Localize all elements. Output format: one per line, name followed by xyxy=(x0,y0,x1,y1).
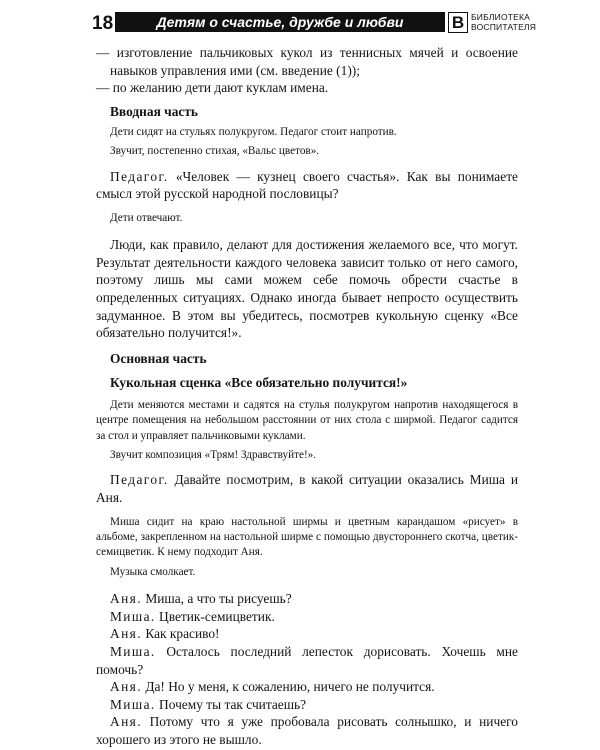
dialogue-text: Почему ты так считаешь? xyxy=(159,696,307,712)
speaker-name: Аня. xyxy=(110,591,142,607)
speaker-name: Педагог. xyxy=(110,472,169,488)
stage-direction: Миша сидит на краю настольной ширмы и цветным карандашом «рисует» в альбоме, закрепленном на настольной ширме с помощью двустороннего скотча, цветик-семицветик. К нему подходит Аня. xyxy=(96,515,518,559)
dialogue-line xyxy=(96,678,518,696)
speaker-name: Аня. xyxy=(110,626,142,642)
main-heading: Основная часть xyxy=(110,350,207,366)
speaker-name: Миша. xyxy=(110,608,156,624)
dialogue-text: Осталось последний лепесток дорисовать. Хочешь мне помочь? xyxy=(96,643,518,677)
stage-direction: Дети сидят на стульях полукругом. Педагог стоит напротив. xyxy=(110,125,397,138)
speaker-name: Аня. xyxy=(110,714,142,730)
intro-heading: Вводная часть xyxy=(110,103,199,119)
dialogue-text: Потому что я уже пробовала рисовать солнышко, и ничего хорошего из этого не вышло. xyxy=(96,714,518,747)
page-number: 18 xyxy=(92,13,114,34)
dialogue-line xyxy=(96,590,518,608)
series-logo xyxy=(448,12,537,34)
speech-text: «Человек — кузнец своего счастья». Как вы понимаете смысл этой русской народной пословицы? xyxy=(96,168,518,202)
running-header-title: Детям о счастье, дружбе и любви xyxy=(115,12,445,32)
narrative-paragraph: Люди, как правило, делают для достижения желаемого все, что могут. Результат деятельности каждого человека зависит только от него самого, поэтому лишь мы сами можем себе помочь обрести счастье в определенных ситуациях. Однако иногда бывает непросто осуществить задуманное. В этом вы убедитесь, посмотрев кукольную сценку «Все обязательно получится!». xyxy=(96,237,518,341)
stage-direction: Звучит композиция «Трям! Здравствуйте!». xyxy=(110,448,317,461)
series-logo-line1: БИБЛИОТЕКА xyxy=(471,12,531,22)
dialogue-text: Как красиво! xyxy=(145,626,220,642)
speaker-name: Педагог. xyxy=(110,168,169,184)
series-logo-text xyxy=(471,12,536,32)
dialogue xyxy=(96,590,518,748)
series-logo-line2: ВОСПИТАТЕЛЯ xyxy=(471,22,537,32)
speech-text: Давайте посмотрим, в какой ситуации оказались Миша и Аня. xyxy=(96,472,518,505)
speech-paragraph xyxy=(96,471,518,506)
dialogue-line xyxy=(96,696,518,714)
speech-paragraph xyxy=(96,168,518,203)
list-item: — изготовление пальчиковых кукол из теннисных мячей и освоение навыков управления ими (см. введение (1)); xyxy=(96,45,518,78)
dialogue-text: Цветик-семицветик. xyxy=(159,608,275,624)
stage-direction: Музыка смолкает. xyxy=(110,565,196,578)
speaker-name: Аня. xyxy=(110,679,142,695)
series-logo-letter: В xyxy=(448,12,468,33)
list-item: — по желанию дети дают куклам имена. xyxy=(96,80,329,96)
scene-heading: Кукольная сценка «Все обязательно получится!» xyxy=(110,374,408,390)
dialogue-line xyxy=(96,713,518,748)
speaker-name: Миша. xyxy=(110,696,156,712)
dialogue-text: Миша, а что ты рисуешь? xyxy=(145,591,292,607)
speaker-name: Миша. xyxy=(110,643,156,659)
dialogue-line xyxy=(96,608,518,626)
dialogue-text: Да! Но у меня, к сожалению, ничего не получится. xyxy=(145,679,435,695)
dialogue-line xyxy=(96,625,518,643)
stage-direction: Звучит, постепенно стихая, «Вальс цветов». xyxy=(110,145,320,158)
page-content xyxy=(96,44,518,749)
stage-direction: Дети меняются местами и садятся на стулья полукругом напротив находящегося в центре помещения на небольшом расстоянии от них стола с ширмой. Педагог садится за стол и управляет пальчиковыми куклами. xyxy=(96,398,518,442)
dialogue-line xyxy=(96,643,518,678)
stage-direction: Дети отвечают. xyxy=(110,211,183,224)
